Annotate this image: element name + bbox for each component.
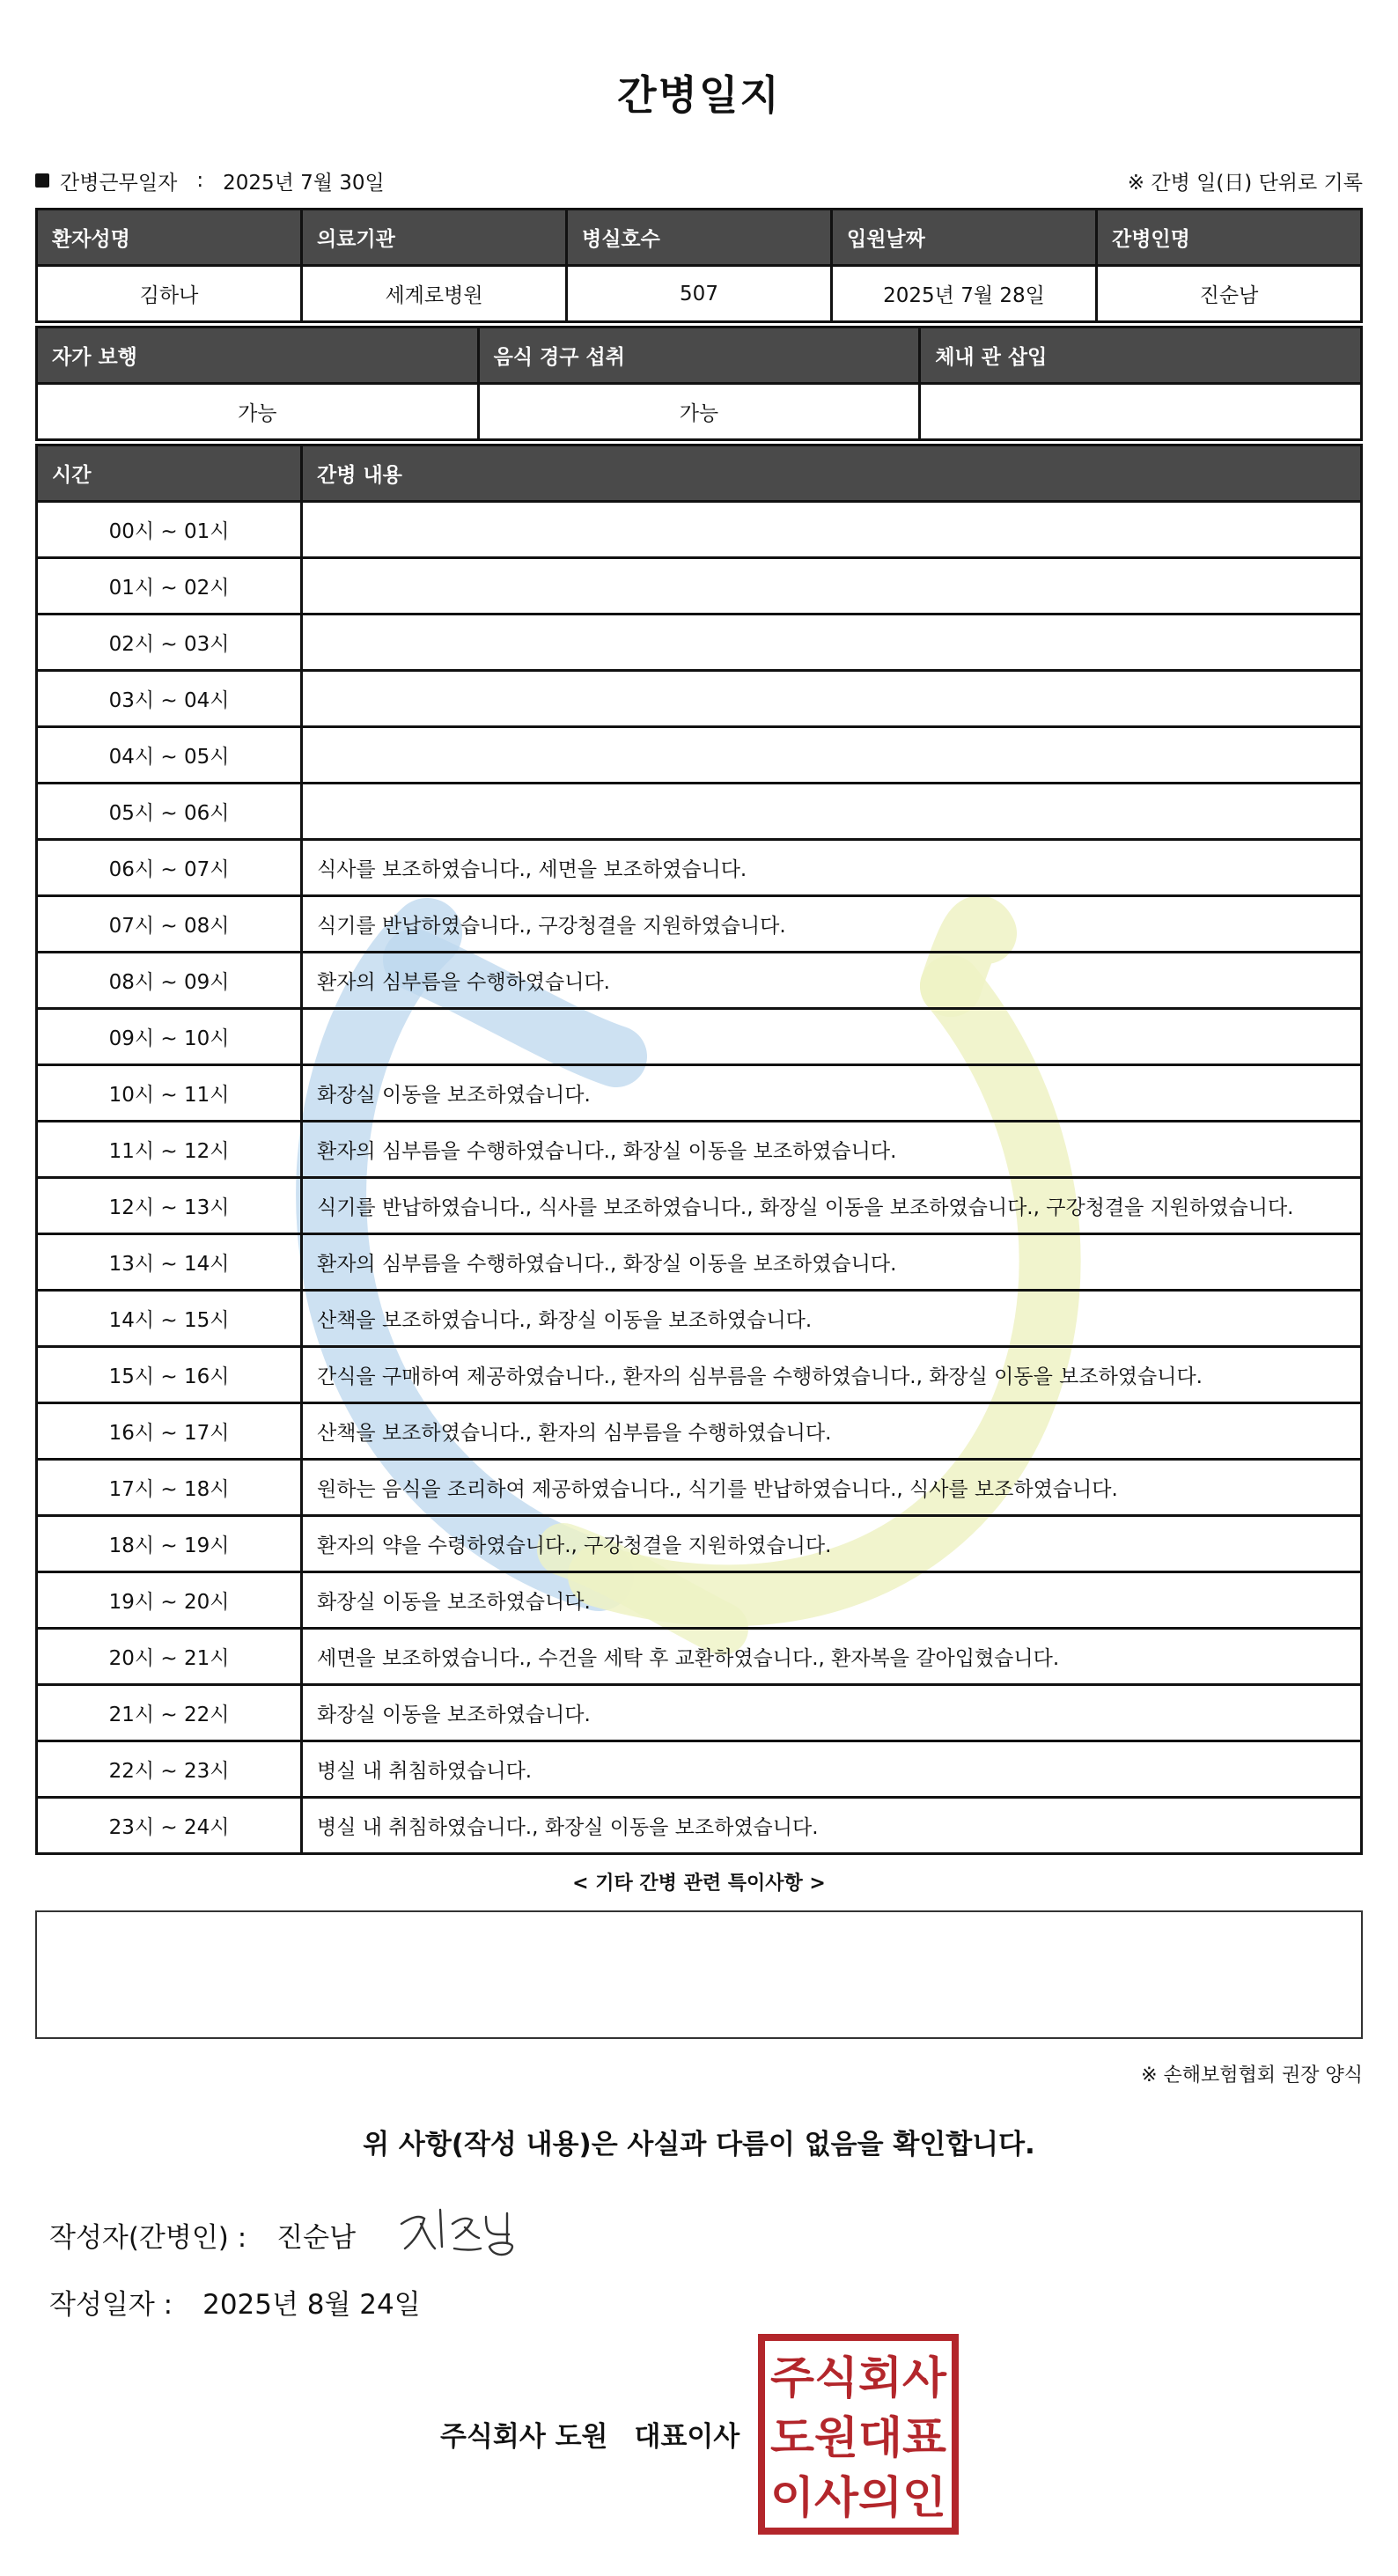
care-content — [302, 671, 1362, 727]
writer-name: 진순남 — [276, 2222, 357, 2254]
time-slot: 07시 ~ 08시 — [37, 896, 302, 953]
time-slot: 03시 ~ 04시 — [37, 671, 302, 727]
table-row — [37, 502, 1362, 558]
bullet-square-icon — [35, 173, 49, 188]
table-row — [37, 1403, 1362, 1460]
table-row — [37, 615, 1362, 671]
seal-text-line: 이사의인 — [770, 2472, 946, 2523]
care-content — [302, 784, 1362, 840]
written-date-value: 2025년 8월 24일 — [202, 2289, 421, 2321]
care-content: 간식을 구매하여 제공하였습니다., 환자의 심부름을 수행하였습니다., 화장실 이동을 보조하였습니다. — [302, 1347, 1362, 1403]
table-row — [37, 1629, 1362, 1685]
time-slot: 11시 ~ 12시 — [37, 1122, 302, 1178]
care-content: 식사를 보조하였습니다., 세면을 보조하였습니다. — [302, 840, 1362, 896]
table-row — [37, 1122, 1362, 1178]
table-row — [37, 1065, 1362, 1122]
time-slot: 04시 ~ 05시 — [37, 727, 302, 784]
care-content: 환자의 심부름을 수행하였습니다., 화장실 이동을 보조하였습니다. — [302, 1122, 1362, 1178]
admission-date: 2025년 7월 28일 — [832, 266, 1097, 322]
work-date-separator: : — [196, 169, 204, 192]
table-row — [37, 953, 1362, 1009]
care-content — [302, 502, 1362, 558]
writer-row — [49, 2215, 356, 2255]
time-slot: 10시 ~ 11시 — [37, 1065, 302, 1122]
time-slot: 21시 ~ 22시 — [37, 1685, 302, 1741]
document-title: 간병일지 — [617, 71, 781, 119]
table-row — [37, 1798, 1362, 1854]
time-slot: 22시 ~ 23시 — [37, 1741, 302, 1798]
time-slot: 02시 ~ 03시 — [37, 615, 302, 671]
header-hospital: 의료기관 — [302, 210, 567, 266]
care-content: 식기를 반납하였습니다., 구강청결을 지원하였습니다. — [302, 896, 1362, 953]
header-care-content: 간병 내용 — [302, 445, 1362, 502]
caregiver-name: 진순남 — [1097, 266, 1362, 322]
care-content: 화장실 이동을 보조하였습니다. — [302, 1572, 1362, 1629]
care-log-body — [37, 502, 1362, 1854]
time-slot: 01시 ~ 02시 — [37, 558, 302, 615]
work-date-label: 간병근무일자 — [60, 171, 178, 195]
company-name: 주식회사 도원 — [440, 2421, 608, 2453]
care-content: 환자의 심부름을 수행하였습니다. — [302, 953, 1362, 1009]
time-slot: 20시 ~ 21시 — [37, 1629, 302, 1685]
work-date-value: 2025년 7월 30일 — [223, 171, 385, 195]
meta-row — [35, 166, 1363, 195]
care-content — [302, 558, 1362, 615]
care-content: 세면을 보조하였습니다., 수건을 세탁 후 교환하였습니다., 환자복을 갈아입혔습니다. — [302, 1629, 1362, 1685]
care-content: 산책을 보조하였습니다., 화장실 이동을 보조하였습니다. — [302, 1291, 1362, 1347]
time-slot: 06시 ~ 07시 — [37, 840, 302, 896]
care-log-table — [35, 444, 1363, 1855]
tube-insertion-value — [920, 384, 1362, 440]
table-row — [37, 1291, 1362, 1347]
table-row — [37, 896, 1362, 953]
seal-text-line: 주식회사 — [770, 2352, 947, 2403]
care-content — [302, 1009, 1362, 1065]
company-seal-image — [757, 2333, 960, 2536]
time-slot: 23시 ~ 24시 — [37, 1798, 302, 1854]
care-content: 환자의 심부름을 수행하였습니다., 화장실 이동을 보조하였습니다. — [302, 1234, 1362, 1291]
care-content: 화장실 이동을 보조하였습니다. — [302, 1065, 1362, 1122]
ceo-title: 대표이사 — [634, 2421, 740, 2453]
form-note: ※ 손해보험협회 권장 양식 — [1141, 2064, 1363, 2087]
table-row — [37, 558, 1362, 615]
care-content: 병실 내 취침하였습니다., 화장실 이동을 보조하였습니다. — [302, 1798, 1362, 1854]
table-row — [37, 1178, 1362, 1234]
care-content: 환자의 약을 수령하였습니다., 구강청결을 지원하였습니다. — [302, 1516, 1362, 1572]
header-time: 시간 — [37, 445, 302, 502]
table-row — [37, 1234, 1362, 1291]
header-caregiver-name: 간병인명 — [1097, 210, 1362, 266]
header-oral-intake: 음식 경구 섭취 — [478, 328, 920, 384]
time-slot: 00시 ~ 01시 — [37, 502, 302, 558]
table-row — [37, 1347, 1362, 1403]
care-content: 원하는 음식을 조리하여 제공하였습니다., 식기를 반납하였습니다., 식사를 보조하였습니다. — [302, 1460, 1362, 1516]
table-row — [37, 727, 1362, 784]
written-date-row — [49, 2282, 421, 2322]
table-row — [37, 671, 1362, 727]
care-status-table — [35, 326, 1363, 441]
header-admission-date: 입원날짜 — [832, 210, 1097, 266]
time-slot: 13시 ~ 14시 — [37, 1234, 302, 1291]
seal-text-line: 도원대표 — [770, 2412, 947, 2463]
table-row — [37, 1516, 1362, 1572]
writer-label: 작성자(간병인) : — [49, 2222, 247, 2254]
time-slot: 15시 ~ 16시 — [37, 1347, 302, 1403]
confirmation-statement: 위 사항(작성 내용)은 사실과 다름이 없음을 확인합니다. — [363, 2129, 1035, 2160]
time-slot: 08시 ~ 09시 — [37, 953, 302, 1009]
header-tube-insertion: 체내 관 삽입 — [920, 328, 1362, 384]
patient-info-table — [35, 208, 1363, 323]
time-slot: 18시 ~ 19시 — [37, 1516, 302, 1572]
table-row — [37, 1685, 1362, 1741]
special-notes-box — [35, 1910, 1363, 2039]
care-content: 식기를 반납하였습니다., 식사를 보조하였습니다., 화장실 이동을 보조하였습니다., 구강청결을 지원하였습니다. — [302, 1178, 1362, 1234]
time-slot: 16시 ~ 17시 — [37, 1403, 302, 1460]
signature-image — [394, 2197, 526, 2264]
time-slot: 05시 ~ 06시 — [37, 784, 302, 840]
work-date — [35, 166, 385, 195]
self-walking-value: 가능 — [37, 384, 479, 440]
room-number: 507 — [567, 266, 832, 322]
table-row — [37, 1460, 1362, 1516]
header-room: 병실호수 — [567, 210, 832, 266]
header-self-walking: 자가 보행 — [37, 328, 479, 384]
hospital-name: 세계로병원 — [302, 266, 567, 322]
time-slot: 14시 ~ 15시 — [37, 1291, 302, 1347]
patient-name: 김하나 — [37, 266, 302, 322]
time-slot: 09시 ~ 10시 — [37, 1009, 302, 1065]
table-row — [37, 1572, 1362, 1629]
unit-note: ※ 간병 일(日) 단위로 기록 — [1127, 171, 1363, 195]
table-row — [37, 784, 1362, 840]
care-content: 산책을 보조하였습니다., 환자의 심부름을 수행하였습니다. — [302, 1403, 1362, 1460]
table-row — [37, 1009, 1362, 1065]
time-slot: 12시 ~ 13시 — [37, 1178, 302, 1234]
company-signature-line — [440, 2414, 739, 2454]
time-slot: 17시 ~ 18시 — [37, 1460, 302, 1516]
care-content: 화장실 이동을 보조하였습니다. — [302, 1685, 1362, 1741]
written-date-label: 작성일자 : — [49, 2289, 173, 2321]
time-slot: 19시 ~ 20시 — [37, 1572, 302, 1629]
care-content — [302, 727, 1362, 784]
care-content: 병실 내 취침하였습니다. — [302, 1741, 1362, 1798]
table-row — [37, 1741, 1362, 1798]
oral-intake-value: 가능 — [478, 384, 920, 440]
special-notes-title: < 기타 간병 관련 특이사항 > — [572, 1873, 826, 1895]
table-row — [37, 840, 1362, 896]
header-patient-name: 환자성명 — [37, 210, 302, 266]
care-content — [302, 615, 1362, 671]
